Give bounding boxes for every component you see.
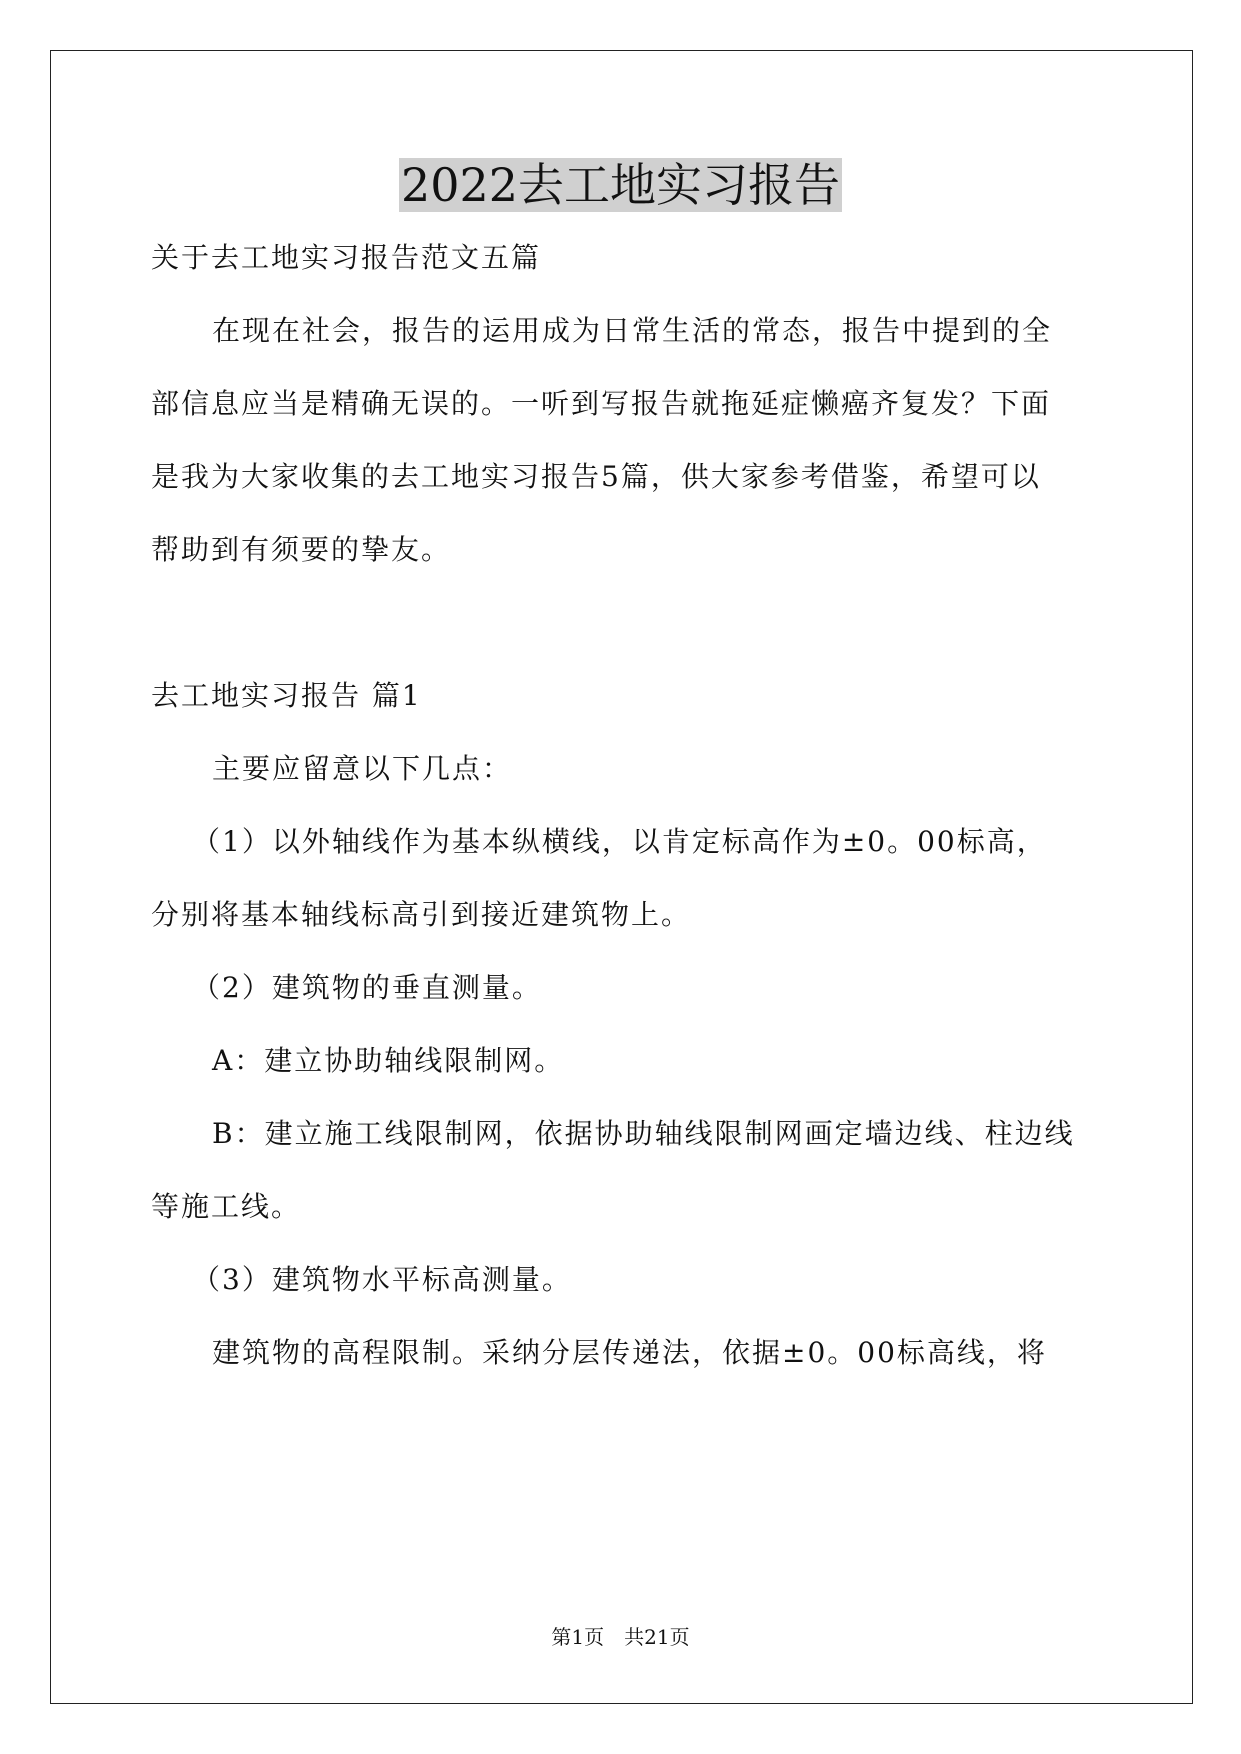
document-subtitle: 关于去工地实习报告范文五篇 — [151, 241, 542, 274]
body-line: B：建立施工线限制网，依据协助轴线限制网画定墙边线、柱边线 — [212, 1117, 1075, 1150]
section-heading: 去工地实习报告 篇1 — [151, 679, 422, 712]
page-footer: 第1页 共21页 — [551, 1625, 690, 1649]
body-line: （2）建筑物的垂直测量。 — [192, 971, 542, 1004]
body-line: 等施工线。 — [151, 1190, 302, 1223]
intro-line: 帮助到有须要的挚友。 — [151, 533, 452, 566]
document-title-text: 2022去工地实习报告 — [400, 158, 841, 212]
body-line: A：建立协助轴线限制网。 — [212, 1044, 565, 1077]
body-line: 建筑物的高程限制。采纳分层传递法，依据±0。00标高线，将 — [212, 1336, 1047, 1369]
body-line: 主要应留意以下几点： — [212, 752, 513, 785]
intro-line: 部信息应当是精确无误的。一听到写报告就拖延症懒癌齐复发？下面 — [151, 387, 1052, 420]
body-line: 分别将基本轴线标高引到接近建筑物上。 — [151, 898, 692, 931]
page-border — [50, 50, 1193, 1704]
body-line: （1）以外轴线作为基本纵横线，以肯定标高作为±0。00标高， — [192, 825, 1047, 858]
intro-line: 是我为大家收集的去工地实习报告5篇，供大家参考借鉴，希望可以 — [151, 460, 1041, 493]
intro-line: 在现在社会，报告的运用成为日常生活的常态，报告中提到的全 — [212, 314, 1053, 347]
document-title — [0, 155, 1241, 215]
body-line: （3）建筑物水平标高测量。 — [192, 1263, 572, 1296]
